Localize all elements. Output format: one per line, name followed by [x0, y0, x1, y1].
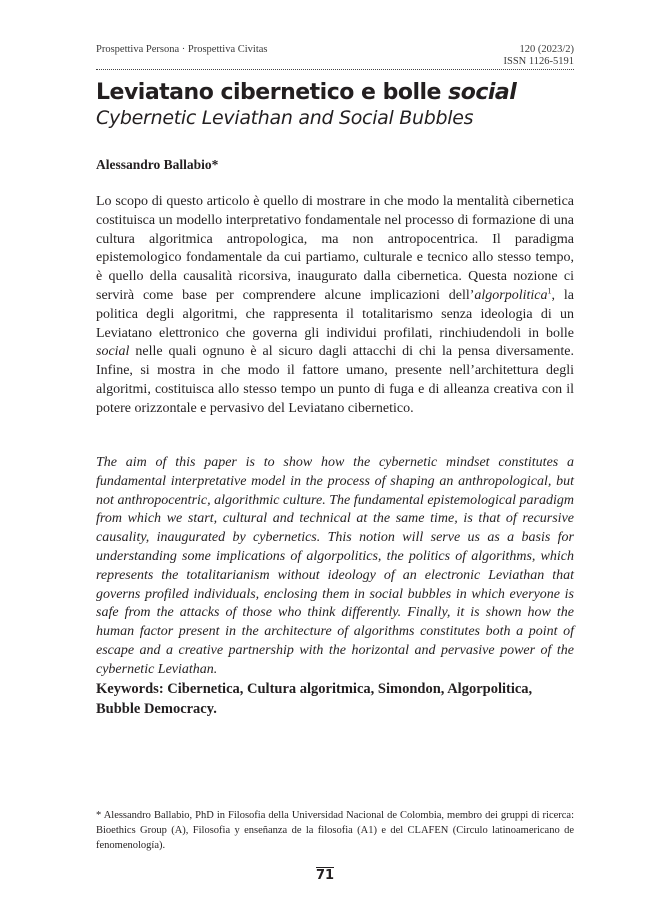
abstract-it-term-algorpolitica: algorpolitica — [474, 287, 548, 303]
issue-block — [504, 44, 575, 68]
footnote-reference[interactable]: 1 — [547, 286, 552, 296]
article-title — [96, 80, 516, 106]
author-name: Alessandro Ballabio* — [96, 157, 219, 172]
abstract-it-part2: , la politica degli algoritmi, che rappresenta il totalitarismo senza ideologia di un Leviatano elettronico che governa gli individui profilati, rinchiudendoli in bolle — [96, 287, 574, 341]
abstract-italian — [96, 193, 574, 419]
header-divider — [96, 69, 574, 70]
abstract-it-term-social: social — [96, 344, 130, 360]
article-subtitle: Cybernetic Leviathan and Social Bubbles — [96, 107, 474, 129]
issue-number: 120 (2023/2) — [519, 44, 574, 55]
issn: ISSN 1126-5191 — [503, 56, 574, 67]
abstract-it-part1: Lo scopo di questo articolo è quello di mostrare in che modo la mentalità cibernetica costituisca un modello interpretativo fondamentale nel processo di formazione di una cultura algoritmica antropologica, ma non antropocentrica. Il paradigma epistemologico fondamentale da cui partiamo, culturale e tecnico allo stesso tempo, è quello della causalità ricorsiva, inaugurato dalla cibernetica. Questa nozione ci servirà come base per comprendere alcune implicazioni dell’ — [96, 194, 574, 303]
article-title-italic: social — [448, 80, 517, 105]
running-head — [96, 44, 574, 66]
page-number: 71 — [315, 868, 335, 883]
author-footnote: * Alessandro Ballabio, PhD in Filosofia della Universidad Nacional de Colombia, membro dei gruppi di ricerca: Bioethics Group (A), Filosofia y enseñanza de la filosofia (A1) e del CLAFEN (Circulo latinoamericano de fenomenología). — [96, 810, 574, 851]
journal-name: Prospettiva Persona · Prospettiva Civitas — [96, 44, 268, 55]
abstract-it-part3: nelle quali ognuno è al sicuro dagli attacchi di chi la pensa diversamente. Infine, si mostra in che modo il fattore umano, presente nell’architettura degli algoritmi, costituisca allo stesso tempo un punto di fuga e di alleanza creativa con il potere orizzontale e pervasivo del Leviatano cibernetico. — [96, 344, 574, 416]
abstract-english: The aim of this paper is to show how the cybernetic mindset constitutes a fundamental interpretative model in the process of shaping an anthropological, but not anthropocentric, algorithmic culture. The fundamental epistemological paradigm from which we start, cultural and technical at the same time, is that of recursive causality, inaugurated by cybernetics. This notion will serve us as a basis for understanding some implications of algorpolitics, the politics of algorithms, which represents the totalitarianism without ideology of an electronic Leviathan that governs profiled individuals, enclosing them in social bubbles in which everyone is safe from the attacks of those who think differently. Finally, it is shown how the human factor present in the architecture of algorithms constitutes both a point of escape and a creative partnership with the horizontal and pervasive power of the cybernetic Leviathan. — [96, 455, 574, 677]
article-title-main: Leviatano cibernetico e bolle — [96, 80, 449, 105]
keywords: Keywords: Cibernetica, Cultura algoritmica, Simondon, Algorpolitica, Bubble Democracy. — [96, 681, 533, 717]
